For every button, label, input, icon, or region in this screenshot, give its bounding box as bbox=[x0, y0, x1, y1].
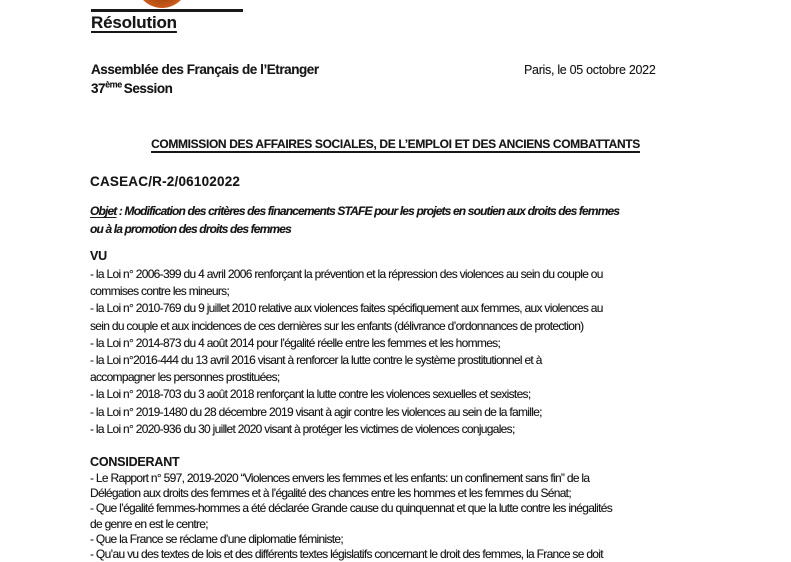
header-rule bbox=[91, 9, 243, 12]
document-line: - la Loi n° 2006-399 du 4 avril 2006 renforçant la prévention et la répression des violences au sein du couple ou bbox=[90, 267, 603, 281]
document-line: - Que l’égalité femmes-hommes a été déclarée Grande cause du quinquennat et que la lutte contre les inégalités bbox=[90, 501, 613, 516]
objet-separator: : bbox=[116, 204, 125, 218]
section-lines bbox=[90, 471, 700, 562]
reference-number: CASEAC/R-2/06102022 bbox=[90, 174, 241, 189]
section-heading: CONSIDERANT bbox=[90, 455, 180, 469]
section-considerant bbox=[90, 455, 700, 562]
afe-logo-icon bbox=[136, 0, 188, 8]
document-line: commises contre les mineurs; bbox=[90, 284, 230, 299]
objet-block bbox=[90, 203, 700, 238]
document-line: - la Loi n° 2014-873 du 4 août 2014 pour l’égalité réelle entre les femmes et les hommes; bbox=[90, 335, 501, 350]
document-line: - la Loi n° 2010-769 du 9 juillet 2010 relative aux violences faites spécifiquement aux femmes, aux violences au bbox=[90, 301, 603, 316]
document-line: - Qu’au vu des textes de lois et des différents textes législatifs concernant le droit des femmes, la France se doit bbox=[90, 547, 603, 562]
document-line: accompagner les personnes prostituées; bbox=[90, 370, 280, 385]
document-line: - Le Rapport n° 597, 2019-2020 “Violences envers les femmes et les enfants: un confinement sans fin” de la bbox=[90, 471, 590, 485]
session-line bbox=[91, 79, 319, 98]
organization-name: Assemblée des Français de l’Etranger bbox=[91, 62, 319, 77]
session-number: 37 bbox=[91, 81, 106, 96]
objet-line-2: ou à la promotion des droits des femmes bbox=[90, 221, 291, 236]
organization-block bbox=[91, 60, 319, 98]
section-heading: VU bbox=[90, 249, 107, 263]
document-line: de genre en est le centre; bbox=[90, 516, 208, 531]
dateline: Paris, le 05 octobre 2022 bbox=[524, 63, 656, 77]
document-line: - la Loi n° 2018-703 du 3 août 2018 renforçant la lutte contre les violences sexuelles et sexistes; bbox=[90, 387, 531, 402]
document-line: - la Loi n°2016-444 du 13 avril 2016 visant à renforcer la lutte contre le système prostitutionnel et à bbox=[90, 353, 542, 368]
document-line: Délégation aux droits des femmes et à l’égalité des chances entre les hommes et les femmes du Sénat; bbox=[90, 486, 571, 501]
section-vu bbox=[90, 249, 700, 438]
document-title: Résolution bbox=[91, 13, 177, 32]
document-line: - Que la France se réclame d’une diplomatie féministe; bbox=[90, 531, 344, 546]
objet-label: Objet bbox=[90, 204, 117, 218]
section-lines bbox=[90, 266, 700, 438]
document-line: - la Loi n° 2020-936 du 30 juillet 2020 visant à protéger les victimes de violences conjugales; bbox=[90, 421, 515, 436]
commission-heading: COMMISSION DES AFFAIRES SOCIALES, DE L’EMPLOI ET DES ANCIENS COMBATTANTS bbox=[151, 137, 640, 151]
document-line: sein du couple et aux incidences de ces dernières sur les enfants (délivrance d’ordonnances de protection) bbox=[90, 318, 584, 333]
document-line: - la Loi n° 2019-1480 du 28 décembre 2019 visant à agir contre les violences au sein de la famille; bbox=[90, 404, 542, 419]
objet-text: Modification des critères des financements STAFE pour les projets en soutien aux droits des femmes bbox=[124, 204, 620, 218]
objet-line-1 bbox=[90, 203, 700, 221]
session-word: Session bbox=[123, 81, 173, 96]
session-ordinal: ème bbox=[105, 79, 122, 90]
